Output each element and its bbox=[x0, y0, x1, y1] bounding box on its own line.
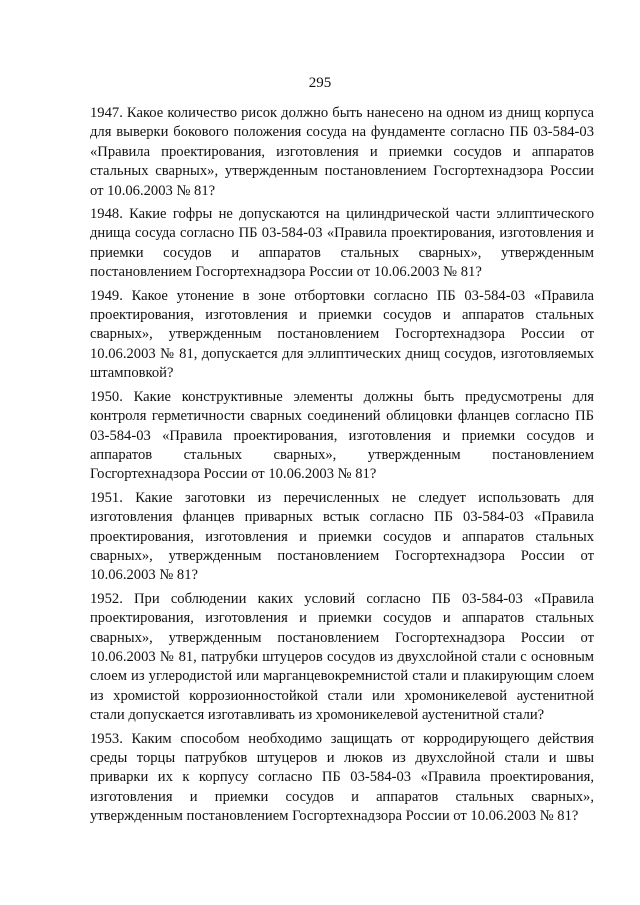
question-1953: 1953. Каким способом необходимо защищать от корродирующего действия среды торцы патрубков штуцеров и люков из двухслойной стали и швы приварки их к корпусу согласно ПБ 03-584-03 «Правила проектирования, изготовления и приемки сосудов и аппаратов стальных сварных», утвержденным постановлением Госгортехнадзора России от 10.06.2003 № 81? bbox=[90, 730, 594, 825]
question-1950: 1950. Какие конструктивные элементы должны быть предусмотрены для контроля герметичности сварных соединений облицовки фланцев согласно ПБ 03-584-03 «Правила проектирования, изготовления и приемки сосудов и аппаратов стальных сварных», утвержденным постановлением Госгортехнадзора России от 10.06.2003 № 81? bbox=[90, 388, 594, 483]
question-1949: 1949. Какое утонение в зоне отбортовки согласно ПБ 03-584-03 «Правила проектирования, изготовления и приемки сосудов и аппаратов стальных сварных», утвержденным постановлением Госгортехнадзора России от 10.06.2003 № 81, допускается для эллиптических днищ сосудов, изготовляемых штамповкой? bbox=[90, 287, 594, 382]
question-1951: 1951. Какие заготовки из перечисленных не следует использовать для изготовления фланцев приварных встык согласно ПБ 03-584-03 «Правила проектирования, изготовления и приемки сосудов и аппаратов стальных сварных», утвержденным постановлением Госгортехнадзора России от 10.06.2003 № 81? bbox=[90, 489, 594, 584]
page-number: 295 bbox=[308, 75, 332, 91]
question-1948: 1948. Какие гофры не допускаются на цилиндрической части эллиптического днища сосуда согласно ПБ 03-584-03 «Правила проектирования, изготовления и приемки сосудов и аппаратов стальных сварных», утвержденным постановлением Госгортехнадзора России от 10.06.2003 № 81? bbox=[90, 206, 594, 281]
question-1947: 1947. Какое количество рисок должно быть нанесено на одном из днищ корпуса для выверки бокового положения сосуда на фундаменте согласно ПБ 03-584-03 «Правила проектирования, изготовления и приемки сосудов и аппаратов стальных сварных», утвержденным постановлением Госгортехнадзора России от 10.06.2003 № 81? bbox=[90, 105, 594, 199]
question-list bbox=[90, 104, 594, 831]
question-1952: 1952. При соблюдении каких условий согласно ПБ 03-584-03 «Правила проектирования, изготовления и приемки сосудов и аппаратов стальных сварных», утвержденным постановлением Госгортехнадзора России от 10.06.2003 № 81, патрубки штуцеров сосудов из двухслойной стали с основным слоем из углеродистой или марганцевокремнистой стали и плакирующим слоем из хромистой коррозионностойкой стали или хромоникелевой аустенитной стали допускается изготавливать из хромоникелевой аустенитной стали? bbox=[90, 590, 594, 724]
